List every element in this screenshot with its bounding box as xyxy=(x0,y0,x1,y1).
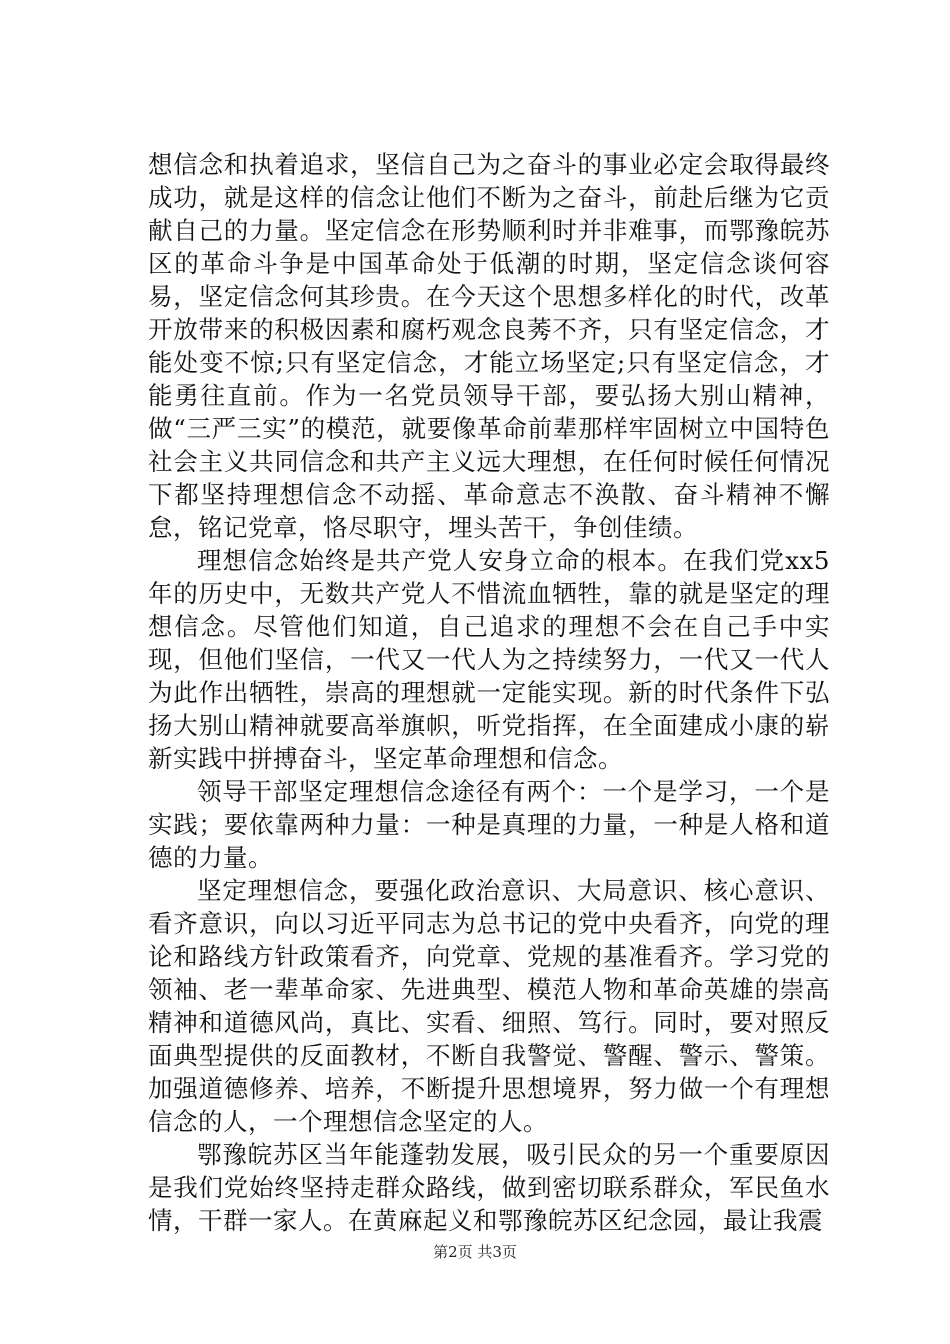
paragraph-ideals-foundation: 理想信念始终是共产党人安身立命的根本。在我们党xx5年的历史中，无数共产党人不惜流血牺牲，靠的就是坚定的理想信念。尽管他们知道，自己追求的理想不会在自己手中实现，但他们坚信，一代又一代人为之持续努力，一代又一代人为此作出牺牲，崇高的理想就一定能实现。新的时代条件下弘扬大别山精神就要高举旗帜，听党指挥，在全面建成小康的崭新实践中拼搏奋斗，坚定革命理想和信念。 xyxy=(148,546,830,773)
page-footer: 第2页 共3页 xyxy=(433,1243,517,1261)
paragraph-strengthen-belief: 坚定理想信念，要强化政治意识、大局意识、核心意识、看齐意识，向以习近平同志为总书记的党中央看齐，向党的理论和路线方针政策看齐，向党章、党规的基准看齐。学习党的领袖、老一辈革命家、先进典型、模范人物和革命英雄的崇高精神和道德风尚，真比、实看、细照、笃行。同时，要对照反面典型提供的反面教材，不断自我警觉、警醒、警示、警策。加强道德修养、培养，不断提升思想境界，努力做一个有理想信念的人，一个理想信念坚定的人。 xyxy=(148,876,830,1136)
document-body xyxy=(148,148,830,1237)
paragraph-two-approaches: 领导干部坚定理想信念途径有两个：一个是学习，一个是实践；要依靠两种力量：一种是真理的力量，一种是人格和道德的力量。 xyxy=(148,777,830,872)
paragraph-mass-line: 鄂豫皖苏区当年能蓬勃发展，吸引民众的另一个重要原因是我们党始终坚持走群众路线，做到密切联系群众，军民鱼水情，干群一家人。在黄麻起义和鄂豫皖苏区纪念园，最让我震 xyxy=(148,1140,830,1235)
paragraph-continued: 想信念和执着追求，坚信自己为之奋斗的事业必定会取得最终成功，就是这样的信念让他们不断为之奋斗，前赴后继为它贡献自己的力量。坚定信念在形势顺利时并非难事，而鄂豫皖苏区的革命斗争是中国革命处于低潮的时期，坚定信念谈何容易，坚定信念何其珍贵。在今天这个思想多样化的时代，改革开放带来的积极因素和腐朽观念良莠不齐，只有坚定信念，才能处变不惊;只有坚定信念，才能立场坚定;只有坚定信念，才能勇往直前。作为一名党员领导干部，要弘扬大别山精神，做“三严三实”的模范，就要像革命前辈那样牢固树立中国特色社会主义共同信念和共产主义远大理想，在任何时候任何情况下都坚持理想信念不动摇、革命意志不涣散、奋斗精神不懈怠，铭记党章，恪尽职守，埋头苦干，争创佳绩。 xyxy=(148,150,830,542)
